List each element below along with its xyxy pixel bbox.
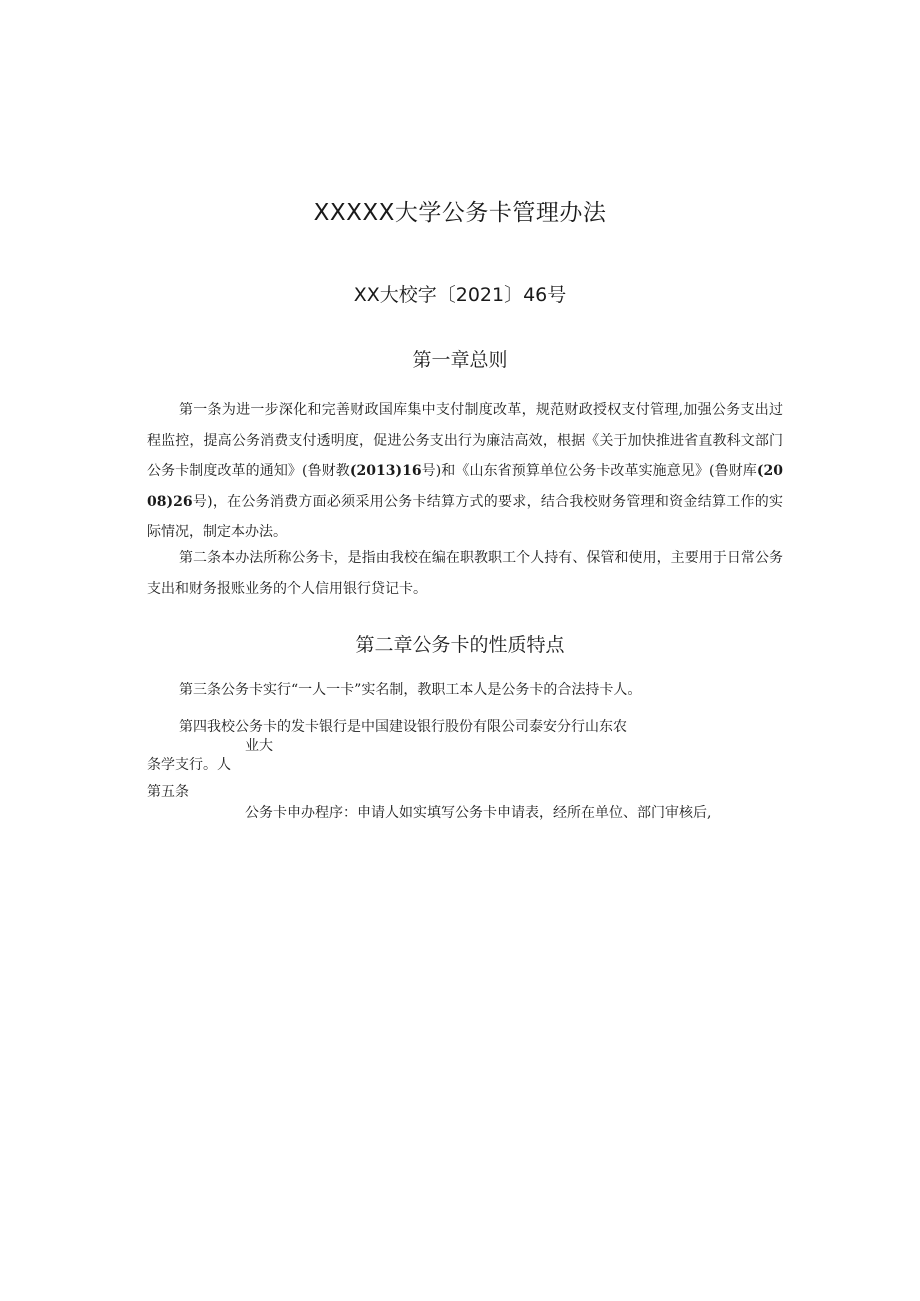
article-1-ref-1: (2013)16 xyxy=(349,463,422,479)
article-4-inline-fragment: 业大 xyxy=(245,738,273,754)
article-2-paragraph: 第二条本办法所称公务卡，是指由我校在编在职教职工个人持有、保管和使用，主要用于日常公务支出和财务报账业务的个人信用银行贷记卡。 xyxy=(147,550,783,597)
document-number: XX大校字〔2021〕46号 xyxy=(353,284,567,306)
article-1-ref-2: (2008)26 xyxy=(147,463,783,510)
chapter-1-heading: 第一章总则 xyxy=(412,349,508,371)
article-1-text-a: 第一条为进一步深化和完善财政国库集中支付制度改革，规范财政授权支付管理,加强公务支出过程监控，提高公务消费支付透明度，促进公务支出行为廉洁高效，根据《关于加快推进省直教科文部门公务卡制度改革的通知》(鲁财教 xyxy=(147,402,783,479)
article-1-text-c: 号)，在公务消费方面必须采用公务卡结算方式的要求，结合我校财务管理和资金结算工作的实际情况，制定本办法。 xyxy=(147,493,783,540)
document-title: XXXXX大学公务卡管理办法 xyxy=(313,200,607,226)
article-1-text-b: 号)和《山东省预算单位公务卡改革实施意见》(鲁财库 xyxy=(421,463,757,479)
article-5-label: 第五条 xyxy=(147,784,189,800)
article-5-text: 公务卡申办程序：申请人如实填写公务卡申请表，经所在单位、部门审核后, xyxy=(245,805,712,821)
article-1-paragraph xyxy=(147,395,783,548)
article-3-paragraph: 第三条公务卡实行“一人一卡”实名制，教职工本人是公务卡的合法持卡人。 xyxy=(179,682,642,698)
chapter-2-heading: 第二章公务卡的性质特点 xyxy=(355,634,565,656)
article-4-line-1: 第四我校公务卡的发卡银行是中国建设银行股份有限公司泰安分行山东农 xyxy=(179,719,627,735)
article-4-line-2: 条学支行。人 xyxy=(147,757,231,773)
